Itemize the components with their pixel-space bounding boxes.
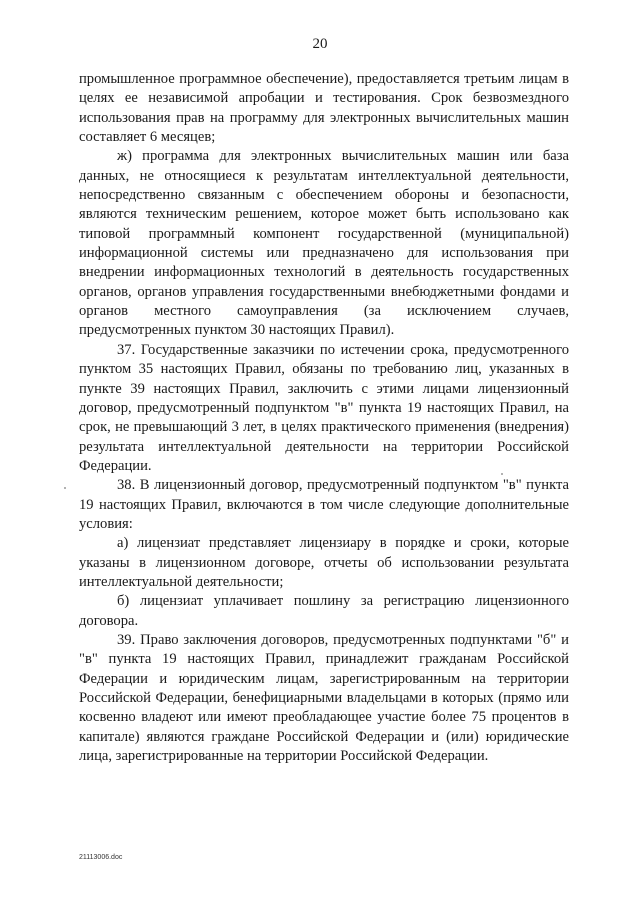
- paragraph-clause-38: 38. В лицензионный договор, предусмотренный подпунктом "в" пункта 19 настоящих Правил, включаются в том числе следующие дополнительные условия:: [79, 477, 569, 532]
- page-number: 20: [312, 36, 328, 52]
- paragraph-clause-37: 37. Государственные заказчики по истечении срока, предусмотренного пунктом 35 настоящих Правил, обязаны по требованию лиц, указанных в пункте 39 настоящих Правил, заключить с этими лицами лицензионный договор, предусмотренный подпунктом "в" пункта 19 настоящих Правил, на срок, не превышающий 3 лет, в целях практического применения (внедрения) результата интеллектуальной деятельности на территории Российской Федерации.: [79, 341, 569, 474]
- footer-file-code: 21113006.doc: [79, 854, 123, 861]
- scan-speck: [501, 473, 503, 475]
- paragraph-item-zh: ж) программа для электронных вычислительных машин или база данных, не относящиеся к результатам интеллектуальной деятельности, непосредственно связанным с обеспечением обороны и безопасности, являются техническим решением, которое может быть использовано как типовой программный компонент государственной (муниципальной) информационной системы или предназначено для использования при внедрении информационных технологий в деятельность государственных органов, органов управления государственными внебюджетными фондами и органов местного самоуправления (за исключением случаев, предусмотренных пунктом 30 настоящих Правил).: [79, 148, 569, 339]
- paragraph-item-b: б) лицензиат уплачивает пошлину за регистрацию лицензионного договора.: [79, 593, 569, 629]
- paragraph-clause-39: 39. Право заключения договоров, предусмотренных подпунктами "б" и "в" пункта 19 настоящих Правил, принадлежит гражданам Российской Федерации и юридическим лицам, зарегистрированным на территории Российской Федерации, бенефициарными владельцами в которых (прямо или косвенно владеют или имеют преобладающее участие более 75 процентов в капитале) являются граждане Российской Федерации и (или) юридические лица, зарегистрированные на территории Российской Федерации.: [79, 631, 569, 765]
- scan-speck: [64, 487, 66, 489]
- document-body: [79, 70, 569, 766]
- paragraph-item-a: а) лицензиат представляет лицензиару в порядке и сроки, которые указаны в лицензионном договоре, отчеты об использовании результата интеллектуальной деятельности;: [79, 535, 569, 590]
- paragraph-continuation: промышленное программное обеспечение), предоставляется третьим лицам в целях ее независимой апробации и тестирования. Срок безвозмездного использования прав на программу для электронных вычислительных машин составляет 6 месяцев;: [79, 71, 569, 146]
